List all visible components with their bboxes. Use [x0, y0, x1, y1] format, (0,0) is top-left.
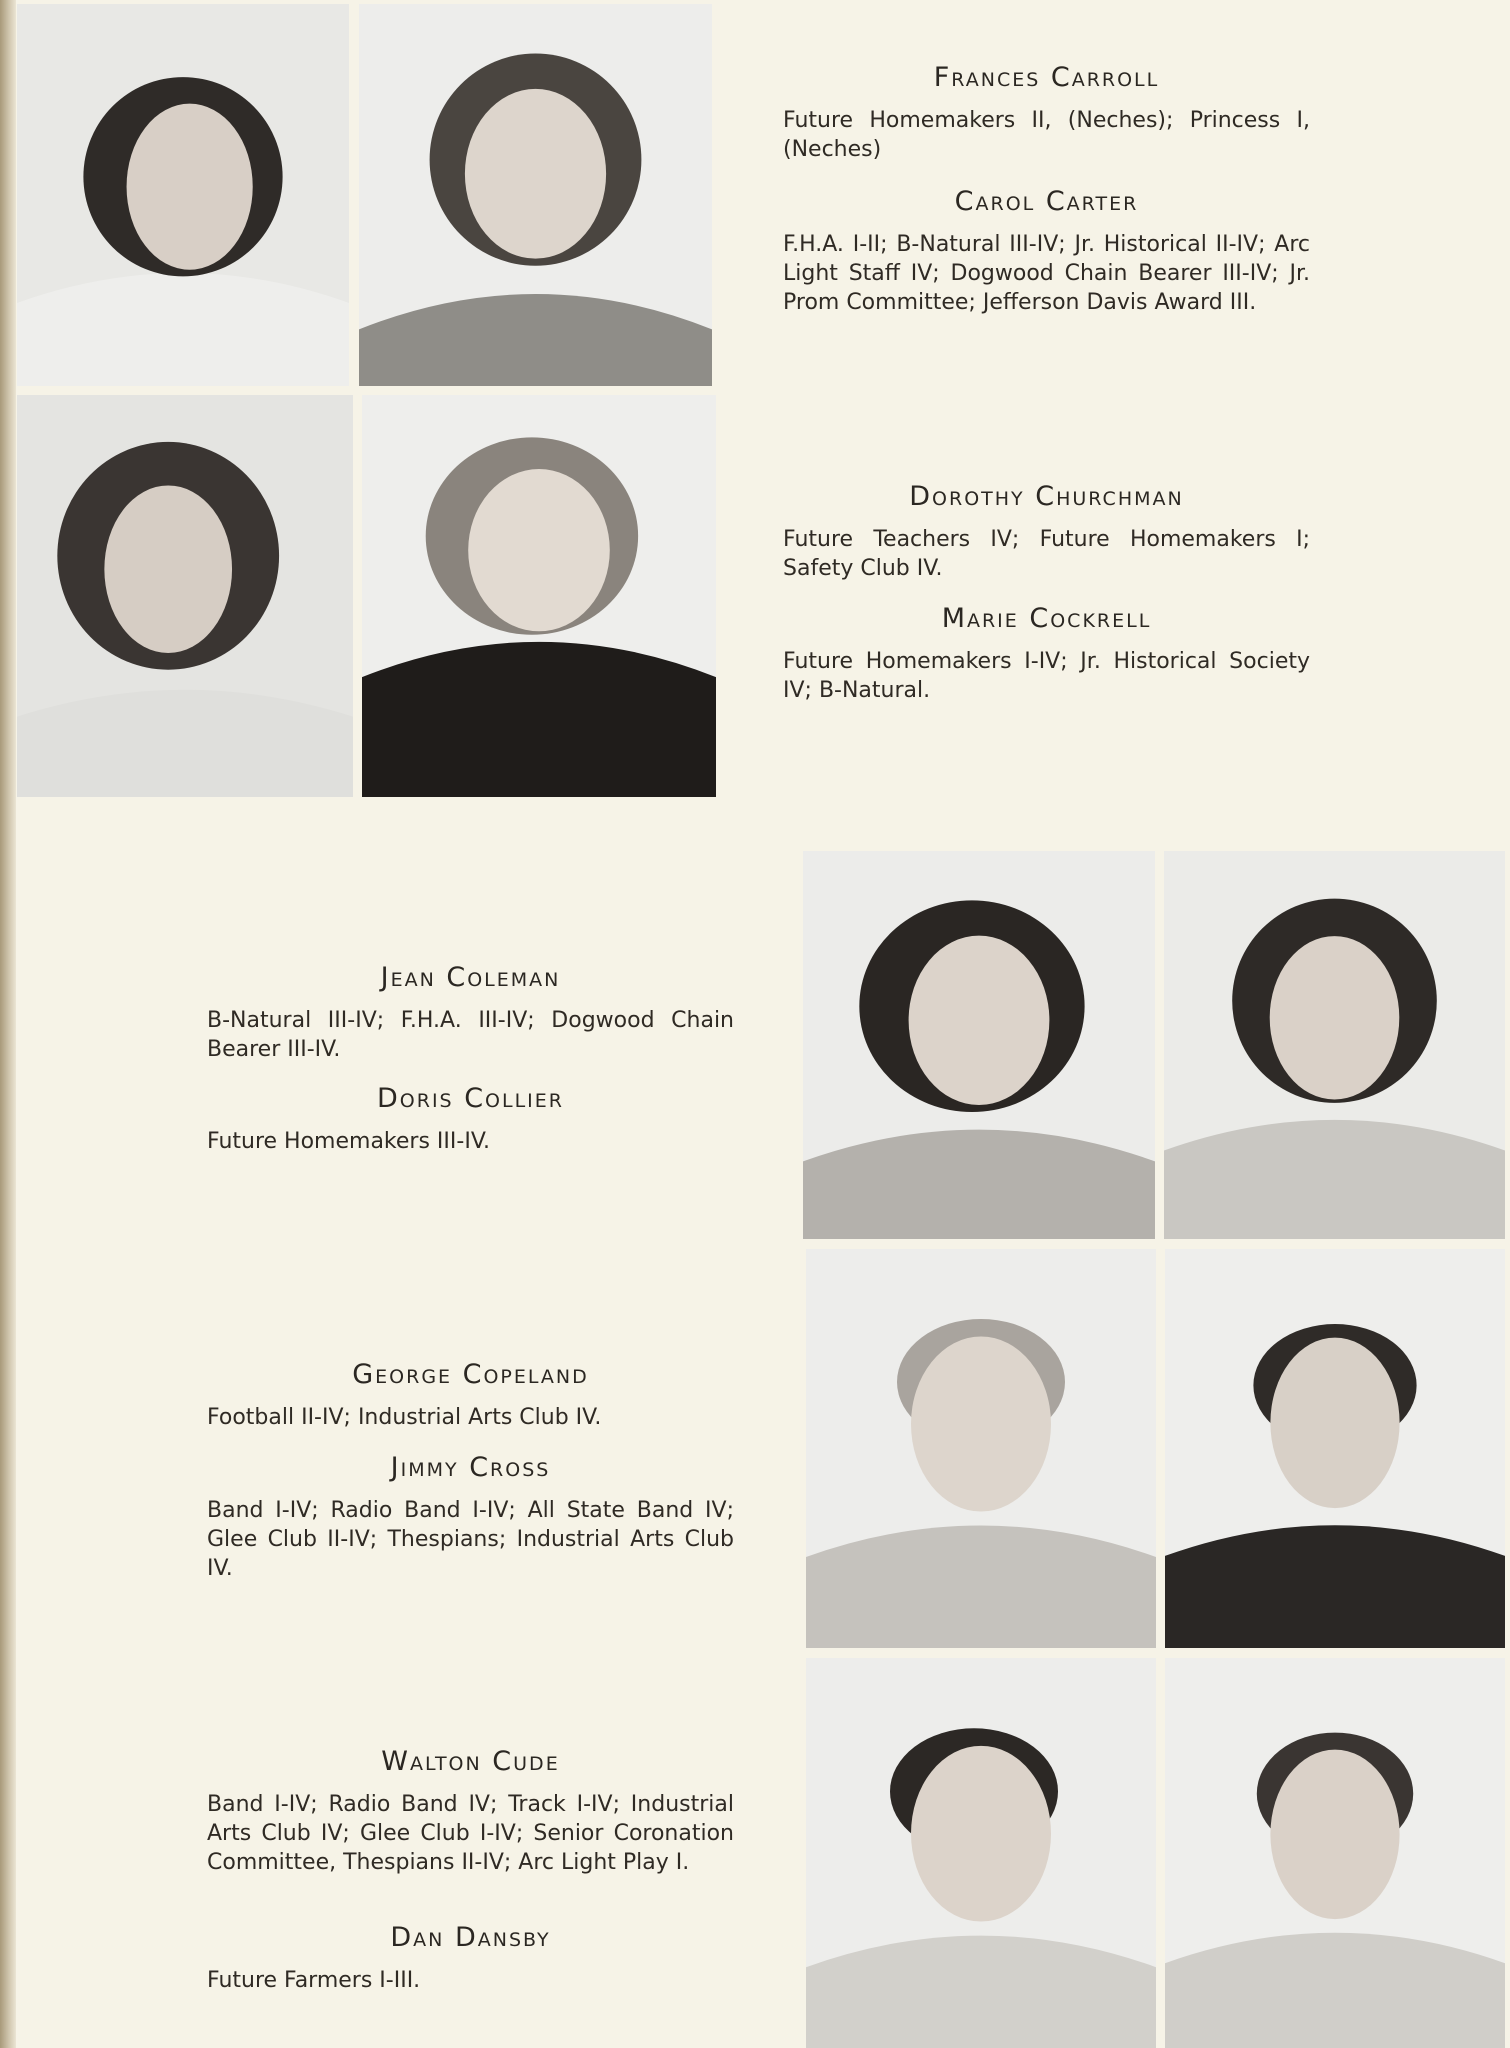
student-entry-george-copeland: [207, 1359, 734, 1450]
portrait-photo-10: [1165, 1658, 1505, 2048]
student-activities: Band I-IV; Radio Band IV; Track I-IV; Industrial Arts Club IV; Glee Club I-IV; Senior Coronation Committee, Thespians II-IV; Arc Light Play I.: [207, 1792, 734, 1875]
student-activities: Future Homemakers III-IV.: [207, 1129, 491, 1154]
portrait-photo-6: [1164, 851, 1505, 1239]
student-activities: Future Teachers IV; Future Homemakers I; Safety Club IV.: [783, 527, 1310, 581]
student-name: Jean Coleman: [380, 962, 561, 993]
student-activities: Band I-IV; Radio Band I-IV; All State Band IV; Glee Club II-IV; Thespians; Industrial Arts Club IV.: [207, 1498, 734, 1581]
student-entry-frances-carroll: [783, 62, 1310, 182]
portrait-photo-3: [17, 395, 353, 797]
student-name: Jimmy Cross: [390, 1452, 551, 1483]
portrait-photo-2: [359, 4, 712, 386]
student-name: Frances Carroll: [933, 62, 1160, 93]
student-entry-jimmy-cross: [207, 1452, 734, 1601]
student-name: George Copeland: [352, 1359, 589, 1390]
student-activities: Football II-IV; Industrial Arts Club IV.: [207, 1405, 602, 1430]
student-activities: B-Natural III-IV; F.H.A. III-IV; Dogwood Chain Bearer III-IV.: [207, 1008, 734, 1062]
student-name: Dorothy Churchman: [909, 481, 1184, 512]
student-name: Marie Cockrell: [941, 603, 1152, 634]
student-name: Dan Dansby: [390, 1922, 551, 1953]
student-name: Walton Cude: [381, 1746, 560, 1777]
student-name: Carol Carter: [954, 186, 1139, 217]
student-entry-dan-dansby: [207, 1922, 734, 2013]
portrait-photo-9: [806, 1658, 1156, 2048]
portrait-photo-1: [17, 4, 349, 386]
portrait-photo-7: [806, 1249, 1156, 1648]
student-activities: F.H.A. I-II; B-Natural III-IV; Jr. Historical II-IV; Arc Light Staff IV; Dogwood Chain Bearer III-IV; Jr. Prom Committee; Jefferson Davis Award III.: [783, 232, 1310, 315]
student-name: Doris Collier: [377, 1083, 564, 1114]
student-activities: Future Homemakers I-IV; Jr. Historical Society IV; B-Natural.: [783, 649, 1310, 703]
student-entry-walton-cude: [207, 1746, 734, 1895]
student-entry-dorothy-churchman: [783, 481, 1310, 601]
student-entry-marie-cockrell: [783, 603, 1310, 723]
student-activities: Future Farmers I-III.: [207, 1968, 421, 1993]
portrait-photo-4: [362, 395, 716, 797]
book-binding-edge: [0, 0, 16, 2048]
student-entry-carol-carter: [783, 186, 1310, 335]
portrait-photo-5: [803, 851, 1155, 1239]
portrait-photo-8: [1165, 1249, 1505, 1648]
student-entry-jean-coleman: [207, 962, 734, 1082]
student-entry-doris-collier: [207, 1083, 734, 1174]
student-activities: Future Homemakers II, (Neches); Princess I, (Neches): [783, 108, 1310, 162]
